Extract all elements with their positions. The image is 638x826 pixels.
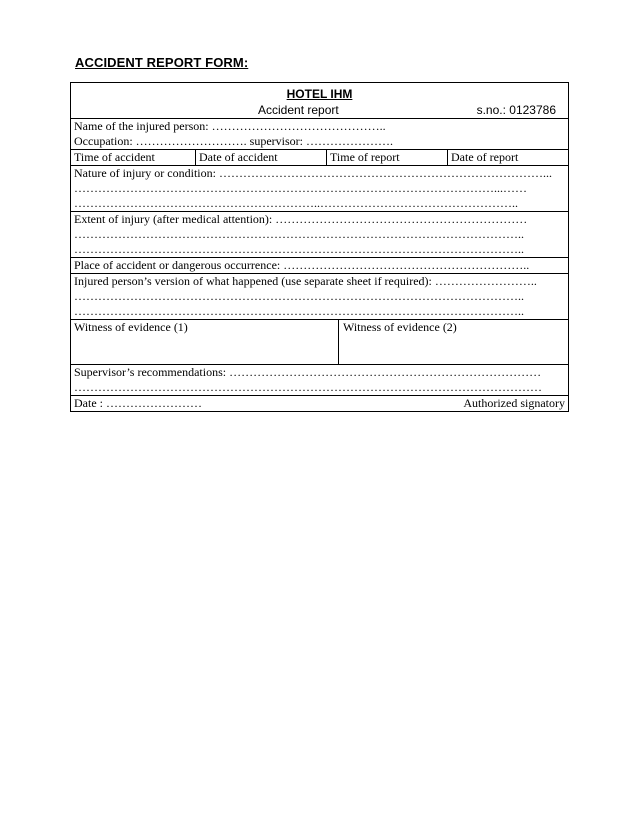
report-label: Accident report (258, 103, 339, 117)
accident-report-form (70, 82, 569, 412)
nature-line-2[interactable]: ……………………………………………………………………………………………...…… (74, 181, 527, 195)
extent-line-2[interactable]: ………………………………………………………………………………………………….. (74, 227, 524, 241)
injured-name-field[interactable]: Name of the injured person: …………………………………….. (74, 119, 386, 133)
place-section (71, 258, 568, 274)
time-of-report-cell[interactable]: Time of report (327, 150, 448, 165)
form-header (71, 83, 568, 119)
hotel-name: HOTEL IHM (286, 87, 353, 101)
date-of-report-cell[interactable]: Date of report (451, 150, 519, 164)
supervisor-line-2[interactable]: ……………………………………………………………………………………………………… (74, 380, 542, 394)
footer-row (71, 396, 568, 411)
date-of-accident-cell[interactable]: Date of accident (196, 150, 327, 165)
date-field[interactable]: Date : …………………… (74, 396, 202, 410)
extent-line-1[interactable]: Extent of injury (after medical attention): ……………………………………………………… (74, 212, 528, 226)
time-date-row (71, 150, 568, 166)
witness-1-field[interactable]: Witness of evidence (1) (71, 320, 339, 364)
serial-number: s.no.: 0123786 (476, 103, 556, 117)
extent-line-3[interactable]: ………………………………………………………………………………………………….. (74, 242, 524, 256)
extent-section (71, 212, 568, 258)
place-line[interactable]: Place of accident or dangerous occurrence: …………………………………………………….. (74, 258, 530, 272)
witness-row (71, 320, 568, 365)
version-line-3[interactable]: ………………………………………………………………………………………………….. (74, 304, 524, 318)
nature-line-1[interactable]: Nature of injury or condition: ………………………………………………………………………... (74, 166, 552, 180)
page-title: ACCIDENT REPORT FORM: (75, 55, 249, 70)
version-line-2[interactable]: ………………………………………………………………………………………………….. (74, 289, 524, 303)
witness-2-field[interactable]: Witness of evidence (2) (343, 320, 457, 334)
time-of-accident-cell[interactable]: Time of accident (71, 150, 196, 165)
nature-line-3[interactable]: ……………………………………………………..………………………………………….. (74, 196, 518, 210)
occupation-field[interactable]: Occupation: ………………………. supervisor: …………………. (74, 134, 393, 148)
supervisor-section (71, 365, 568, 396)
supervisor-line-1[interactable]: Supervisor’s recommendations: …………………………………………………………………… (74, 365, 542, 379)
authorized-signatory: Authorized signatory (463, 396, 565, 410)
version-line-1[interactable]: Injured person’s version of what happened (use separate sheet if required): …………………….. (74, 274, 537, 288)
version-section (71, 274, 568, 320)
nature-section (71, 166, 568, 212)
person-section (71, 119, 568, 150)
